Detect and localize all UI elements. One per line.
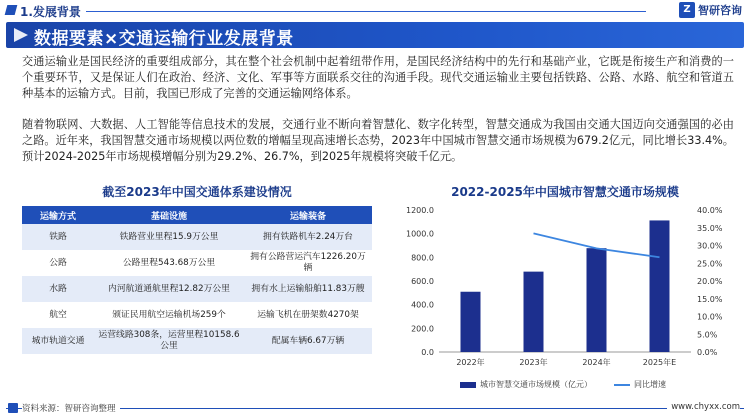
table-cell: 拥有铁路机车2.24万台 [244,224,372,250]
table-row [22,276,372,302]
y-right-tick-label: 20.0% [697,277,723,286]
y-right-tick-label: 35.0% [697,223,723,233]
y-left-tick-label: 400.0 [411,300,434,310]
footer-source: 资料来源：智研咨询整理 [22,402,120,414]
footer [0,398,750,420]
table-cell: 水路 [22,276,94,302]
divider [86,11,646,12]
y-left-tick-label: 1200.0 [406,206,434,215]
footer-org: www.chyxx.com [667,402,740,412]
y-left-tick-label: 1000.0 [406,229,434,239]
y-right-tick-label: 0.0% [697,348,718,357]
table-cell: 配属车辆6.67万辆 [244,328,372,354]
table-header-cell: 运输装备 [244,206,372,224]
y-right-tick-label: 25.0% [697,259,723,269]
source-marker-icon [8,403,18,413]
y-left-tick-label: 600.0 [411,277,434,286]
table-row [22,328,372,354]
triangle-icon [14,28,28,42]
table-cell: 航空 [22,302,94,328]
top-section-bar [0,0,750,22]
y-right-tick-label: 5.0% [697,330,718,340]
table-header-cell: 基础设施 [94,206,244,224]
page-title: 数据要素×交通运输行业发展背景 [34,29,294,49]
table-title: 截至2023年中国交通体系建设情况 [102,185,292,199]
table-cell: 运营线路308条，运营里程10158.6公里 [94,328,244,354]
table-header-cell: 运输方式 [22,206,94,224]
table-cell: 拥有水上运输船舶11.83万艘 [244,276,372,302]
legend-label-bar: 城市智慧交通市场规模（亿元） [480,380,592,389]
table-cell: 铁路营业里程15.9万公里 [94,224,244,250]
y-left-tick-label: 800.0 [411,253,434,263]
table-cell: 公路里程543.68万公里 [94,250,244,276]
y-left-tick-label: 0.0 [421,348,434,357]
bar-mark [650,220,670,352]
y-right-tick-label: 10.0% [697,312,723,322]
x-tick-label: 2025年E [642,358,677,367]
market-size-chart [395,200,735,395]
page-banner [6,22,744,48]
section-marker-icon [5,5,18,15]
brand-logo [679,2,742,18]
paragraph-smart-transport: 随着物联网、大数据、人工智能等信息技术的发展，交通行业不断向着智慧化、数字化转型，智慧交通成为我国由交通大国迈向交通强国的必由之路。近年来，我国智慧交通市场规模以两位数的增幅呈现高速增长态势，2023年中国城市智慧交通市场规模为679.2亿元，同比增长33.4%。预计2024-2025年市场规模增幅分别为29.2%、26.7%，到2025年规模将突破千亿元。 [22,118,734,164]
table-row [22,250,372,276]
table-cell: 内河航道通航里程12.82万公里 [94,276,244,302]
section-title: 1.发展背景 [20,5,81,19]
chart-legend [460,379,666,390]
table-cell: 拥有公路营运汽车1226.20万辆 [244,250,372,276]
table-cell: 颁证民用航空运输机场259个 [94,302,244,328]
table-cell: 铁路 [22,224,94,250]
paragraph-intro: 交通运输业是国民经济的重要组成部分，其在整个社会机制中起着纽带作用，是国民经济结构中的先行和基础产业，它既是衔接生产和消费的一个重要环节，又是保证人们在政治、经济、文化、军事等方面联系交往的沟通手段。现代交通运输业主要包括铁路、公路、水路、航空和管道五种基本的运输方式。目前，我国已形成了完善的交通运输网络体系。 [22,55,734,101]
y-left-tick-label: 200.0 [411,324,434,334]
table-row [22,302,372,328]
x-tick-label: 2022年 [456,358,485,367]
y-right-tick-label: 15.0% [697,294,723,304]
brand-name: 智研咨询 [698,4,742,17]
x-tick-label: 2023年 [519,358,548,367]
bar-mark [524,272,544,352]
y-right-tick-label: 40.0% [697,206,723,215]
table-cell: 城市轨道交通 [22,328,94,354]
legend-bar-swatch [460,382,476,388]
bar-mark [587,248,607,352]
zhiyan-logo-icon: Z [679,2,695,18]
transport-system-table [22,206,372,354]
y-right-tick-label: 30.0% [697,241,723,251]
x-tick-label: 2024年 [582,358,611,367]
table-row [22,224,372,250]
table-cell: 运输飞机在册架数4270架 [244,302,372,328]
table-cell: 公路 [22,250,94,276]
table-header-row [22,206,372,224]
bar-mark [461,292,481,352]
legend-line-swatch [614,384,630,386]
chart-title: 2022-2025年中国城市智慧交通市场规模 [451,185,679,199]
legend-label-line: 同比增速 [634,380,666,389]
